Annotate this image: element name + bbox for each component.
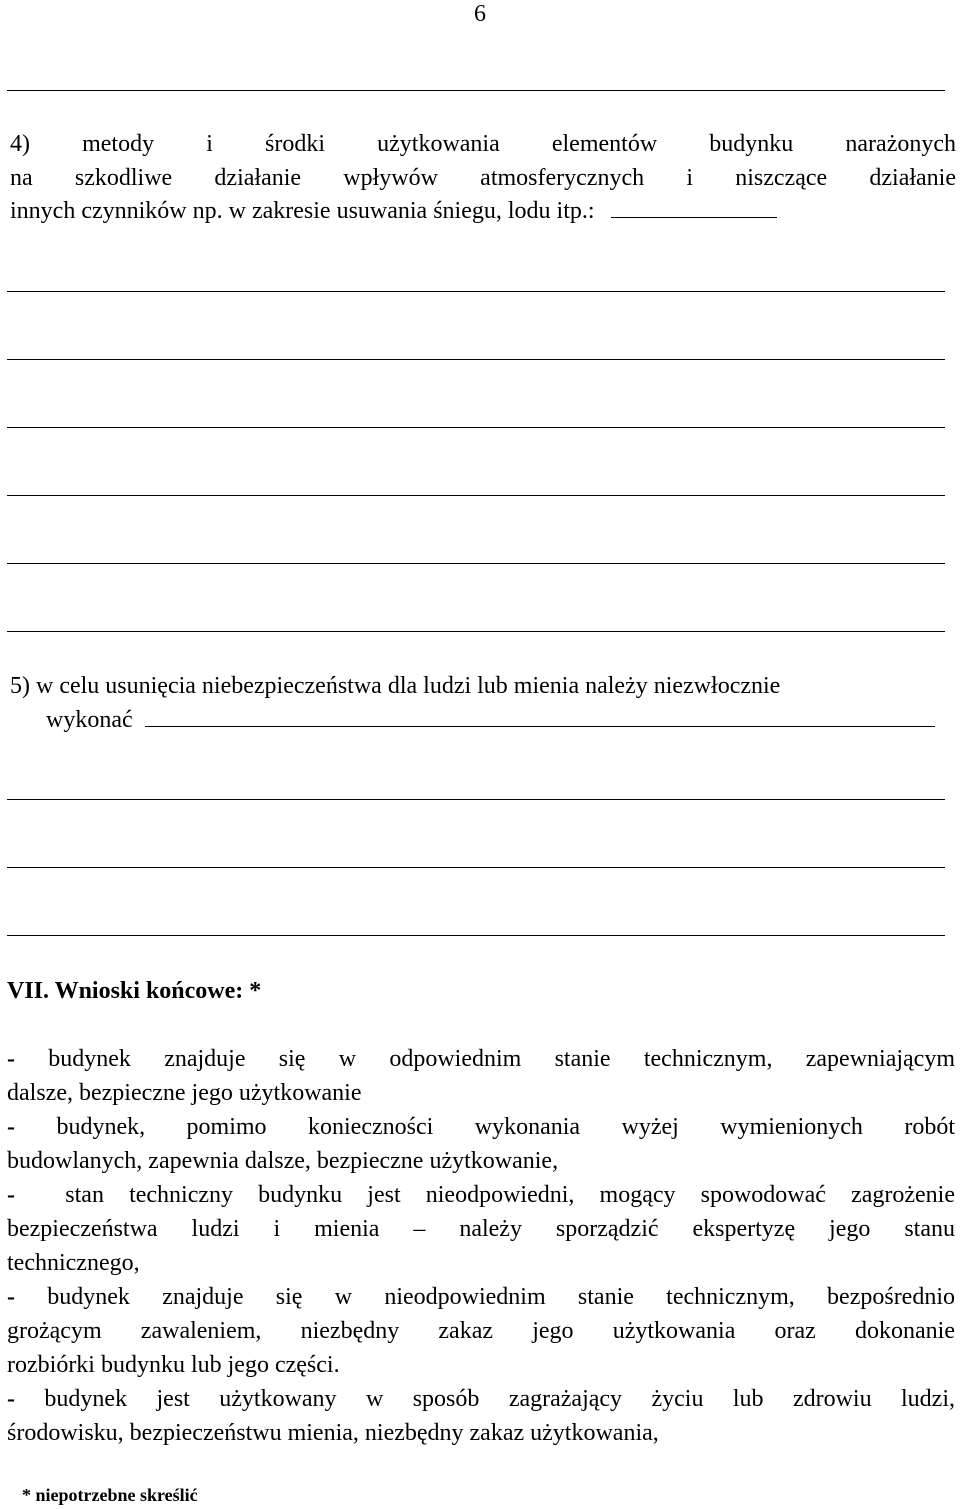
answer-line[interactable] xyxy=(7,799,945,800)
page-number: 6 xyxy=(474,1,486,27)
list-item-text: budynek znajduje się w odpowiednim stanie technicznym, zapewniającym xyxy=(48,1046,955,1072)
bullet-dash: - xyxy=(7,1386,15,1412)
list-item-line xyxy=(7,1280,955,1314)
item-4-line-1: 4) metody i środki użytkowania elementów budynku narażonych xyxy=(10,131,956,157)
answer-line[interactable] xyxy=(7,867,945,868)
bullet-dash: - xyxy=(7,1182,15,1208)
item-5 xyxy=(10,670,956,737)
list-item-text: stan techniczny budynku jest nieodpowiedni, mogący spowodować zagrożenie xyxy=(65,1182,956,1208)
answer-line[interactable] xyxy=(7,631,945,632)
list-item xyxy=(7,1178,955,1280)
list-item-text: budynek znajduje się w nieodpowiednim stanie technicznym, bezpośrednio xyxy=(47,1284,956,1310)
list-item-line: bezpieczeństwa ludzi i mienia – należy sporządzić ekspertyzę jego stanu xyxy=(7,1216,955,1242)
list-item-line xyxy=(7,1042,955,1076)
list-item xyxy=(7,1110,955,1178)
list-item-line: technicznego, xyxy=(7,1250,140,1276)
list-item xyxy=(7,1382,955,1450)
list-item xyxy=(7,1280,955,1382)
section-heading: VII. Wnioski końcowe: * xyxy=(7,978,262,1004)
item-4-line-3 xyxy=(10,195,956,229)
bullet-dash: - xyxy=(7,1284,15,1310)
item-4 xyxy=(10,128,956,229)
list-item-text: budynek jest użytkowany w sposób zagrażający życiu lub zdrowiu ludzi, xyxy=(44,1386,956,1412)
header-rule xyxy=(7,90,945,91)
item-5-line-1: 5) w celu usunięcia niebezpieczeństwa dla ludzi lub mienia należy niezwłocznie xyxy=(10,673,781,699)
answer-line[interactable] xyxy=(7,427,945,428)
answer-blank[interactable] xyxy=(145,726,935,727)
item-5-line-2-text: wykonać xyxy=(46,706,133,733)
answer-line[interactable] xyxy=(7,563,945,564)
list-item-line: rozbiórki budynku lub jego części. xyxy=(7,1352,340,1378)
conclusions-list xyxy=(7,1042,955,1450)
answer-line[interactable] xyxy=(7,359,945,360)
list-item-line: grożącym zawaleniem, niezbędny zakaz jego użytkowania oraz dokonanie xyxy=(7,1318,955,1344)
list-item-line: dalsze, bezpieczne jego użytkowanie xyxy=(7,1080,362,1106)
footnote: * niepotrzebne skreślić xyxy=(22,1485,198,1505)
item-4-line-3-text: innych czynników np. w zakresie usuwania śniegu, lodu itp.: xyxy=(10,198,595,224)
list-item-line: budowlanych, zapewnia dalsze, bezpieczne użytkowanie, xyxy=(7,1148,559,1174)
list-item-text: budynek, pomimo konieczności wykonania wyżej wymienionych robót xyxy=(56,1114,955,1140)
list-item xyxy=(7,1042,955,1110)
answer-line[interactable] xyxy=(7,935,945,936)
list-item-line xyxy=(7,1178,955,1212)
item-5-line-2 xyxy=(10,704,956,738)
answer-line[interactable] xyxy=(7,291,945,292)
list-item-line xyxy=(7,1110,955,1144)
bullet-dash: - xyxy=(7,1114,15,1140)
answer-line[interactable] xyxy=(7,495,945,496)
item-4-line-2: na szkodliwe działanie wpływów atmosferycznych i niszczące działanie xyxy=(10,164,956,191)
list-item-line: środowisku, bezpieczeństwu mienia, niezbędny zakaz użytkowania, xyxy=(7,1420,659,1446)
answer-blank[interactable] xyxy=(611,217,777,218)
bullet-dash: - xyxy=(7,1046,15,1072)
list-item-line xyxy=(7,1382,955,1416)
